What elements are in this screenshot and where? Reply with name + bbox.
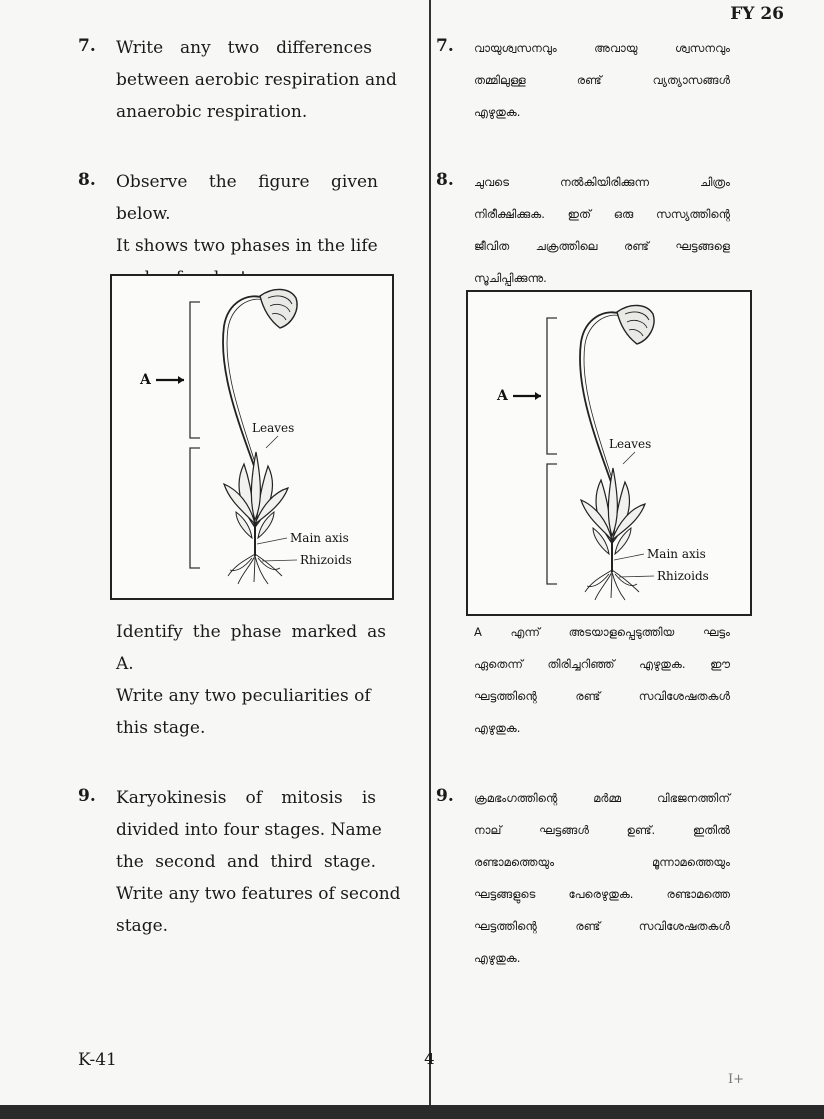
figure-label-a-ml: A (497, 388, 508, 404)
scan-bottom-border (0, 1105, 824, 1119)
q9-en-line-2: divided into four stages. Name (116, 820, 382, 840)
q8-ml-line-1: ചുവടെ നൽകിയിരിക്കുന്ന ചിത്രം (474, 175, 730, 189)
q8-ml-line-2: നിരീക്ഷിക്കുക. ഇത് ഒരു സസ്യത്തിന്റെ (474, 207, 730, 221)
q9-en-line-1: Karyokinesis of mitosis is (116, 788, 376, 808)
question-number-8-en: 8. (78, 170, 96, 190)
question-7-ml (474, 32, 730, 128)
footer-mark: I+ (728, 1072, 745, 1087)
question-8-ml-continued (474, 616, 730, 744)
figure-label-main-axis-en: Main axis (290, 531, 349, 545)
question-number-8-ml: 8. (436, 170, 454, 190)
figure-label-leaves-en: Leaves (252, 421, 295, 435)
figure-label-rhizoids-en: Rhizoids (300, 553, 352, 567)
q8-en-after-line-1: Identify the phase marked as A. (116, 622, 386, 674)
figure-label-a-en: A (140, 372, 151, 388)
q8-ml-after-line-3: ഘട്ടത്തിന്റെ രണ്ട് സവിശേഷതകൾ (474, 689, 730, 703)
q8-en-after-line-3: this stage. (116, 718, 206, 738)
q9-ml-line-6: എഴുതുക. (474, 951, 521, 965)
q9-en-line-3: the second and third stage. (116, 852, 376, 872)
question-number-9-en: 9. (78, 786, 96, 806)
q9-en-line-5: stage. (116, 916, 169, 936)
question-7-en (116, 32, 397, 128)
q8-en-after-line-2: Write any two peculiarities of (116, 686, 371, 706)
q7-en-line-2: between aerobic respiration and (116, 70, 397, 90)
q7-ml-line-2: തമ്മിലുള്ള രണ്ട് വ്യത്യാസങ്ങൾ (474, 73, 730, 87)
q9-ml-line-3: രണ്ടാമത്തെയും മൂന്നാമത്തെയും (474, 855, 730, 869)
page-number: 4 (424, 1050, 435, 1068)
question-8-en-continued (116, 616, 386, 744)
q9-ml-line-5: ഘട്ടത്തിന്റെ രണ്ട് സവിശേഷതകൾ (474, 919, 730, 933)
q8-en-line-1: Observe the figure given below. (116, 172, 378, 224)
q7-en-line-3: anaerobic respiration. (116, 102, 308, 122)
question-number-9-ml: 9. (436, 786, 454, 806)
q8-ml-line-4: സൂചിപ്പിക്കുന്നു. (474, 271, 547, 285)
figure-label-leaves-ml: Leaves (609, 437, 652, 451)
q9-ml-line-4: ഘട്ടങ്ങളുടെ പേരെഴുതുക. രണ്ടാമത്തെ (474, 887, 730, 901)
moss-plant-illustration-ml (468, 292, 750, 614)
figure-moss-en (110, 274, 394, 600)
q7-en-line-1: Write any two differences (116, 38, 372, 58)
question-9-en (116, 782, 401, 942)
question-number-7-en: 7. (78, 36, 96, 56)
footer-code: K-41 (78, 1050, 117, 1070)
moss-plant-illustration-en (112, 276, 392, 598)
figure-label-main-axis-ml: Main axis (647, 547, 706, 561)
q7-ml-line-3: എഴുതുക. (474, 105, 521, 119)
q8-en-line-2: It shows two phases in the life (116, 236, 378, 256)
q8-ml-after-line-4: എഴുതുക. (474, 721, 521, 735)
paper-code: FY 26 (730, 4, 784, 24)
question-9-ml (474, 782, 730, 974)
q8-ml-line-3: ജീവിത ചക്രത്തിലെ രണ്ട് ഘട്ടങ്ങളെ (474, 239, 730, 253)
q7-ml-line-1: വായുശ്വസനവും അവായു ശ്വസനവും (474, 41, 730, 55)
figure-label-rhizoids-ml: Rhizoids (657, 569, 709, 583)
q9-ml-line-1: ക്രമഭംഗത്തിന്റെ മർമ്മ വിഭജനത്തിന് (474, 791, 730, 805)
q9-en-line-4: Write any two features of second (116, 884, 401, 904)
question-8-ml (474, 166, 730, 294)
q8-ml-after-line-1: A എന്ന് അടയാളപ്പെടുത്തിയ ഘട്ടം (474, 625, 730, 639)
column-divider (429, 0, 431, 1105)
figure-moss-ml (466, 290, 752, 616)
q9-ml-line-2: നാല് ഘട്ടങ്ങൾ ഉണ്ട്. ഇതിൽ (474, 823, 730, 837)
question-number-7-ml: 7. (436, 36, 454, 56)
q8-ml-after-line-2: ഏതെന്ന് തിരിച്ചറിഞ്ഞ് എഴുതുക. ഈ (474, 657, 730, 671)
